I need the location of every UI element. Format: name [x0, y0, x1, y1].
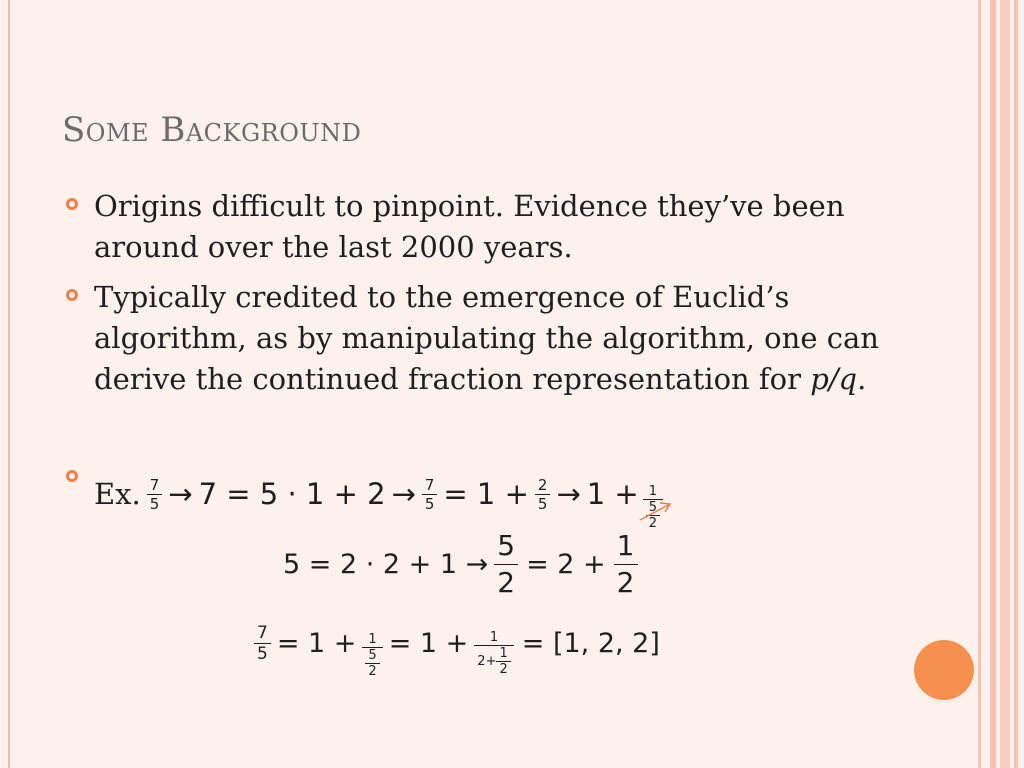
left-border: [0, 0, 10, 768]
bullet-icon: [66, 289, 78, 301]
fraction-1-2: $\frac{1}{2}$: [614, 528, 638, 601]
fraction-7-5: $\frac{7}{5}$: [147, 476, 163, 513]
equation: = 1 +: [388, 628, 469, 659]
equation-line-2: [283, 528, 638, 601]
fraction-5-2: $\frac{5}{2}$: [494, 528, 518, 601]
bullet-item: [62, 186, 902, 268]
example-label: Ex.: [94, 477, 141, 511]
decorative-circle: [914, 640, 974, 700]
bullet-icon: [66, 198, 78, 210]
equation: = 1 +: [443, 477, 529, 511]
fraction-7-5: $\frac{7}{5}$: [422, 476, 438, 513]
example-bullet: [62, 458, 663, 531]
bullet-text-suffix: .: [857, 362, 867, 396]
math-p-over-q: p/q: [810, 362, 858, 396]
right-border-stripes: [978, 0, 1024, 768]
equation: = 2 +: [526, 549, 606, 580]
arrow: →: [168, 477, 193, 511]
arrow: →: [556, 477, 581, 511]
equation: 5 = 2 · 2 + 1 →: [283, 549, 489, 580]
equation: 7 = 5 · 1 + 2: [198, 477, 386, 511]
equation: 1 +: [586, 477, 639, 511]
slide-title: Some Background: [62, 110, 362, 150]
fraction-7-5: $\frac{7}{5}$: [254, 623, 271, 664]
nested-fraction: $\frac{1}{\frac{5}{2}}$: [643, 484, 663, 531]
arrow: →: [391, 477, 416, 511]
bullet-text: Origins difficult to pinpoint. Evidence they’ve been around over the last 2000 years.: [94, 189, 845, 264]
annotation-arrow-icon: [636, 498, 676, 524]
bullet-icon: [66, 470, 78, 482]
fraction-2-5: $\frac{2}{5}$: [535, 476, 551, 513]
bullet-item: [62, 277, 902, 400]
bullet-list: [62, 186, 902, 409]
equation-line-3: [254, 608, 660, 679]
bullet-text: Typically credited to the emergence of Euclid’s algorithm, as by manipulating the algorithm, one can derive the continued fraction representation for: [94, 280, 879, 396]
equation: = 1 +: [276, 628, 357, 659]
nested-fraction: $\frac{1}{\frac{5}{2}}$: [362, 632, 382, 679]
continued-fraction: 1 2+ $\frac{1}{2}$: [474, 630, 513, 677]
equation-result: = [1, 2, 2]: [521, 628, 660, 659]
